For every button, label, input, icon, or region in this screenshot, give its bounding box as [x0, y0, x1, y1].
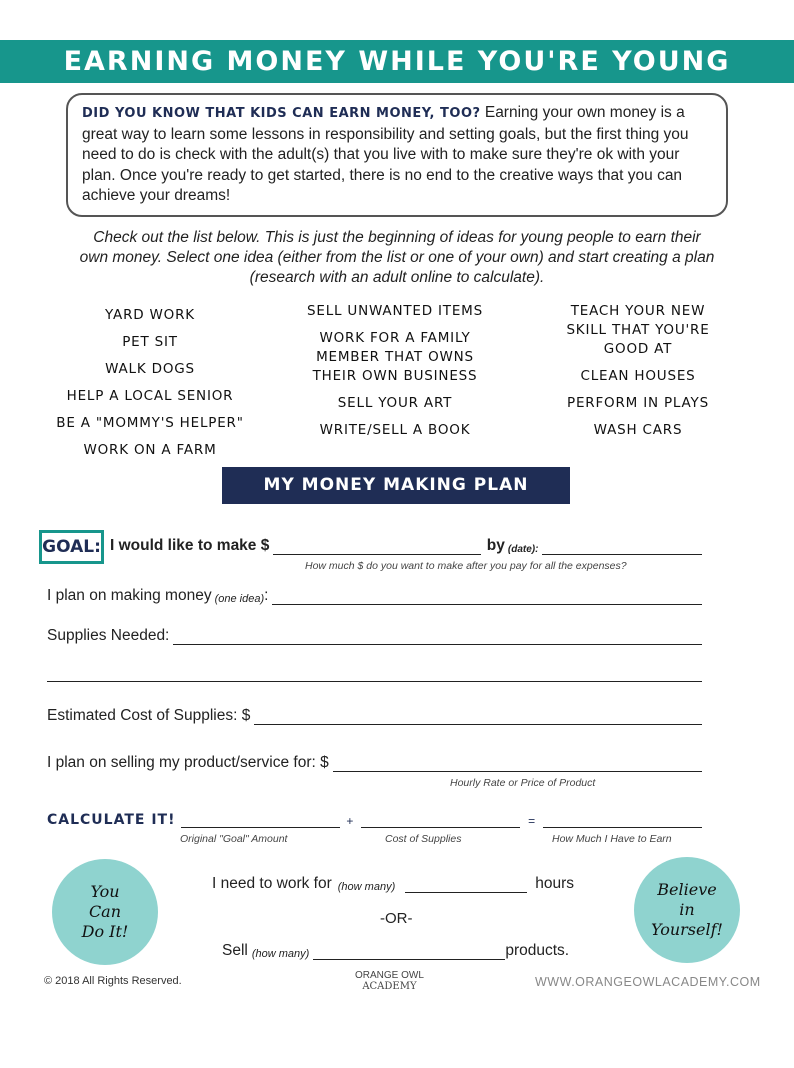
ideas-middle [295, 302, 495, 464]
how-many-hint: (how many) [251, 947, 310, 960]
idea: HELP A LOCAL SENIOR [66, 387, 234, 404]
calc-hint: Original "Goal" Amount [180, 832, 288, 845]
making-label: I plan on making money [47, 586, 212, 604]
calc-hint: How Much I Have to Earn [552, 832, 672, 845]
est-cost-field[interactable] [254, 707, 702, 725]
badge-text: You [90, 881, 120, 901]
logo-text: ACADEMY [362, 980, 417, 992]
badge-you-can-do-it [52, 859, 158, 965]
plus-sign: + [346, 813, 354, 828]
calculate-label: CALCULATE IT! [47, 811, 176, 828]
how-many-hint: (how many) [337, 880, 396, 893]
idea: WORK FOR A FAMILY MEMBER THAT OWNS THEIR OWN BUSINESS [312, 329, 478, 384]
logo-text: ORANGE OWL [355, 969, 424, 981]
price-field[interactable] [333, 754, 702, 772]
badge-believe-in-yourself [634, 857, 740, 963]
idea-field[interactable] [272, 587, 702, 605]
idea: WORK ON A FARM [83, 441, 217, 458]
intro-lead: DID YOU KNOW THAT KIDS CAN EARN MONEY, TOO? [82, 106, 481, 121]
goal-hint: How much $ do you want to make after you pay for all the expenses? [305, 559, 627, 572]
products-field[interactable] [313, 942, 505, 960]
website-link[interactable]: WWW.ORANGEOWLACADEMY.COM [535, 974, 761, 989]
footer-logo [355, 970, 424, 992]
est-cost-label: Estimated Cost of Supplies: $ [47, 706, 251, 724]
work-for-label: I need to work for [212, 874, 332, 892]
idea: SELL YOUR ART [337, 394, 453, 411]
ideas-list [0, 302, 794, 464]
money-plan-form [0, 530, 794, 1030]
date-field[interactable] [542, 537, 702, 555]
one-idea-hint: (one idea) [214, 592, 265, 605]
supplies-field-2[interactable] [47, 664, 702, 682]
idea: SELL UNWANTED ITEMS [307, 302, 483, 319]
idea: YARD WORK [105, 306, 195, 323]
supplies-label: Supplies Needed: [47, 626, 170, 644]
supplies-cost-calc-field[interactable] [361, 810, 520, 828]
ideas-right [548, 302, 728, 464]
badge-text: Yourself! [651, 919, 723, 939]
intro-box [66, 93, 728, 217]
idea: WASH CARS [593, 421, 683, 438]
plan-banner: MY MONEY MAKING PLAN [222, 467, 570, 504]
badge-text: Can [88, 901, 122, 921]
copyright: © 2018 All Rights Reserved. [44, 974, 182, 987]
badge-text: Do It! [81, 921, 129, 941]
hours-label: hours [535, 874, 575, 892]
idea: PET SIT [122, 333, 178, 350]
total-calc-field[interactable] [543, 810, 702, 828]
badge-text: Believe [657, 879, 717, 899]
goal-text: I would like to make $ [110, 536, 270, 554]
hours-field[interactable] [405, 875, 527, 893]
idea: TEACH YOUR NEW SKILL THAT YOU'RE GOOD AT [566, 302, 710, 357]
instructions: Check out the list below. This is just the beginning of ideas for young people to earn their own money. Select one idea (either from the list or one of your own) and start creating a plan (research with an adult online to calculate). [79, 228, 715, 286]
page-title: EARNING MONEY WHILE YOU'RE YOUNG [0, 40, 794, 83]
date-label: (date): [507, 543, 539, 555]
or-label: -OR- [380, 909, 413, 927]
sell-label: Sell [222, 941, 248, 959]
goal-label: GOAL: [39, 530, 104, 564]
selling-hint: Hourly Rate or Price of Product [450, 776, 596, 789]
idea: BE A "MOMMY'S HELPER" [56, 414, 244, 431]
intro-body: Earning your own money is a great way to learn some lessons in responsibility and setting goals, but the first thing you need to do is check with the adult(s) that you live with to make sure they're ok with your plan. Once you're ready to get started, there is no end to the creative ways that you can achieve your dreams! [82, 104, 689, 204]
ideas-left [40, 302, 260, 464]
goal-amount-field[interactable] [273, 537, 480, 555]
idea: WRITE/SELL A BOOK [319, 421, 471, 438]
selling-label: I plan on selling my product/service for: $ [47, 753, 329, 771]
calc-hint: Cost of Supplies [385, 832, 462, 845]
supplies-field[interactable] [173, 627, 702, 645]
by-label: by [486, 536, 505, 554]
colon: : [264, 586, 269, 604]
badge-text: in [679, 899, 695, 919]
idea: PERFORM IN PLAYS [567, 394, 709, 411]
products-label: products. [505, 941, 570, 959]
goal-amount-calc-field[interactable] [181, 810, 340, 828]
idea: CLEAN HOUSES [580, 367, 696, 384]
equals-sign: = [528, 813, 536, 828]
idea: WALK DOGS [105, 360, 195, 377]
